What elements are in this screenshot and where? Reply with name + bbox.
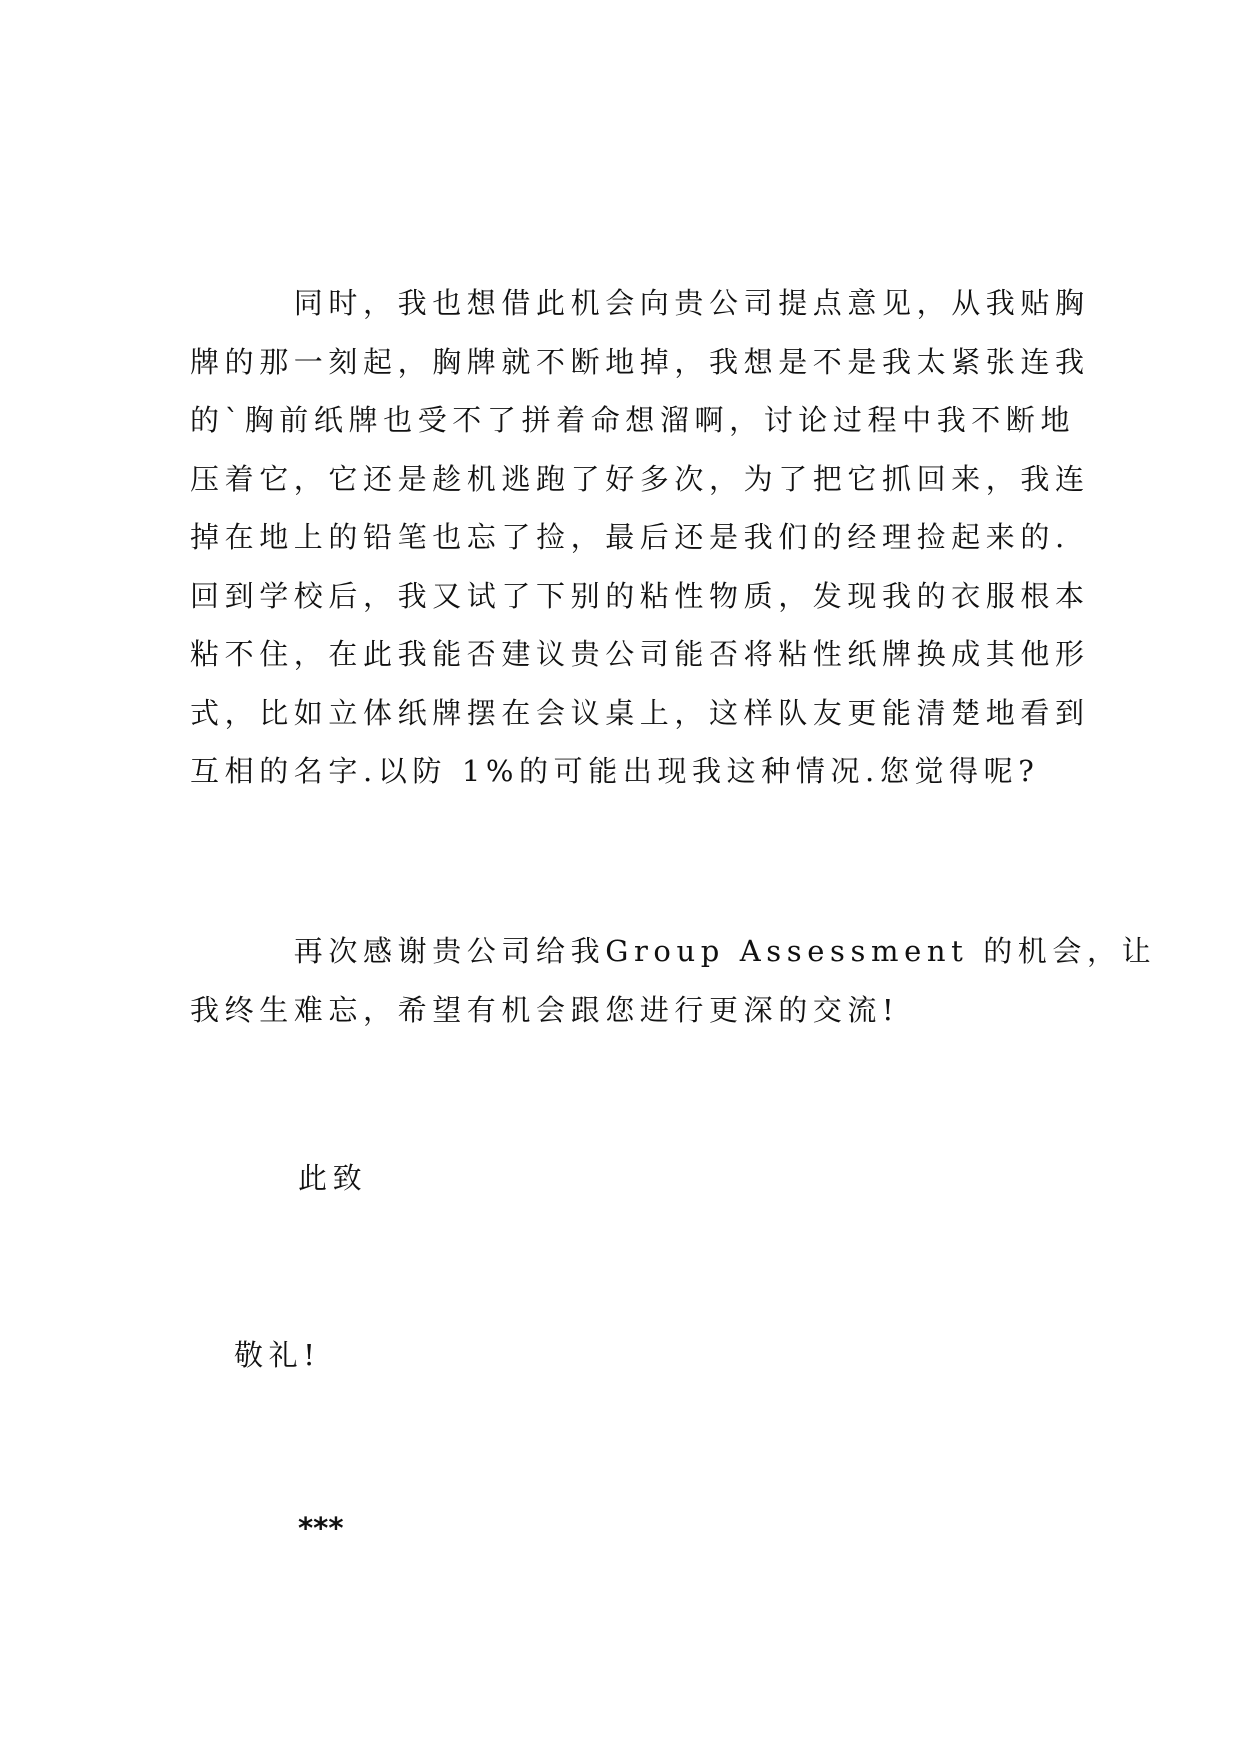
paragraph-line: 掉在地上的铅笔也忘了捡，最后还是我们的经理捡起来的. bbox=[190, 520, 1070, 554]
paragraph-line: 再次感谢贵公司给我Group Assessment 的机会，让 bbox=[190, 934, 1157, 968]
paragraph-line: 式，比如立体纸牌摆在会议桌上，这样队友更能清楚地看到 bbox=[190, 695, 1090, 730]
paragraph-line: 同时，我也想借此机会向贵公司提点意见，从我贴胸 bbox=[190, 286, 1090, 320]
body-paragraph-thanks bbox=[190, 922, 1157, 1039]
paragraph-line: 的`胸前纸牌也受不了拼着命想溜啊，讨论过程中我不断地 bbox=[190, 403, 1076, 437]
paragraph-line: 回到学校后，我又试了下别的粘性物质，发现我的衣服根本 bbox=[190, 578, 1090, 613]
paragraph-line: 压着它，它还是趁机逃跑了好多次，为了把它抓回来，我连 bbox=[190, 461, 1090, 496]
paragraph-line: 互相的名字.以防 1%的可能出现我这种情况.您觉得呢? bbox=[190, 754, 1040, 788]
signature: *** bbox=[298, 1511, 344, 1545]
closing-regards: 敬礼! bbox=[234, 1338, 321, 1372]
body-paragraph-suggestion bbox=[190, 274, 1090, 801]
paragraph-line: 我终生难忘，希望有机会跟您进行更深的交流! bbox=[190, 992, 900, 1027]
closing-salutation: 此致 bbox=[298, 1161, 368, 1195]
paragraph-line: 粘不住，在此我能否建议贵公司能否将粘性纸牌换成其他形 bbox=[190, 637, 1090, 671]
paragraph-line: 牌的那一刻起，胸牌就不断地掉，我想是不是我太紧张连我 bbox=[190, 344, 1090, 379]
